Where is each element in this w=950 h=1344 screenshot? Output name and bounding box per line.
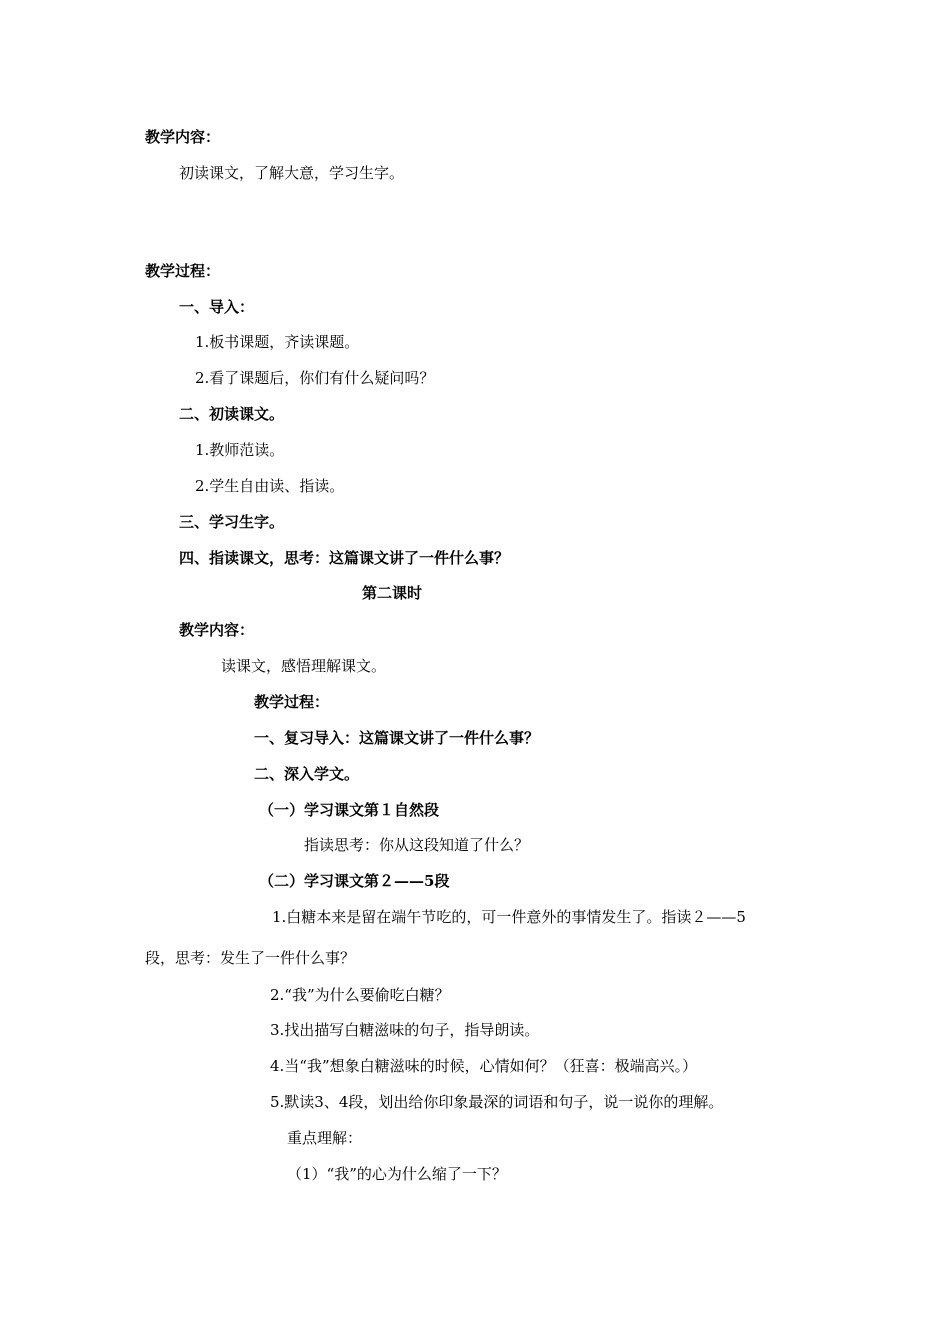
lesson2-content-text: 读课文，感悟理解课文。 [221,657,387,675]
lesson1-process-heading: 教学过程： [145,262,221,280]
lesson2-section-2: 二、深入学文。 [254,765,360,783]
lesson1-content-heading: 教学内容： [145,128,221,146]
lesson2-subsection-2: （二）学习课文第２——5段 [259,872,450,890]
lesson1-section-1-item-2: 2.看了课题后，你们有什么疑问吗？ [195,369,435,387]
lesson2-key-question-1: （1）“我”的心为什么缩了一下？ [287,1165,507,1183]
lesson2-item-2: 2.“我”为什么要偷吃白糖？ [270,986,450,1004]
lesson1-section-4: 四、指读课文，思考：这篇课文讲了一件什么事？ [179,549,510,567]
lesson2-item-1-line-1: 1.白糖本来是留在端午节吃的，可一件意外的事情发生了。指读２——5 [272,908,746,926]
lesson1-section-1: 一、导入： [179,298,255,316]
lesson2-process-heading: 教学过程： [254,693,330,711]
lesson2-item-4: 4.当“我”想象白糖滋味的时候，心情如何？（狂喜：极端高兴。） [270,1057,698,1075]
lesson2-section-1: 一、复习导入：这篇课文讲了一件什么事？ [254,729,540,747]
lesson2-item-1-line-2: 段，思考：发生了一件什么事？ [145,949,356,967]
lesson1-section-2-item-2: 2.学生自由读、指读。 [195,477,345,495]
lesson1-section-1-item-1: 1.板书课题，齐读课题。 [195,333,360,351]
lesson1-section-2-item-1: 1.教师范读。 [195,441,285,459]
lesson2-subsection-1: （一）学习课文第１自然段 [259,801,440,819]
lesson2-content-heading: 教学内容： [179,621,255,639]
lesson2-item-5: 5.默读3、4段，划出给你印象最深的词语和句子，说一说你的理解。 [270,1093,724,1111]
lesson1-content-text: 初读课文，了解大意，学习生字。 [179,164,405,182]
lesson2-key-heading: 重点理解： [287,1129,363,1147]
lesson1-section-3: 三、学习生字。 [179,513,285,531]
lesson2-subsection-1-text: 指读思考：你从这段知道了什么？ [304,836,530,854]
lesson1-section-2: 二、初读课文。 [179,405,285,423]
lesson2-title: 第二课时 [362,584,423,602]
lesson2-item-3: 3.找出描写白糖滋味的句子，指导朗读。 [270,1021,540,1039]
